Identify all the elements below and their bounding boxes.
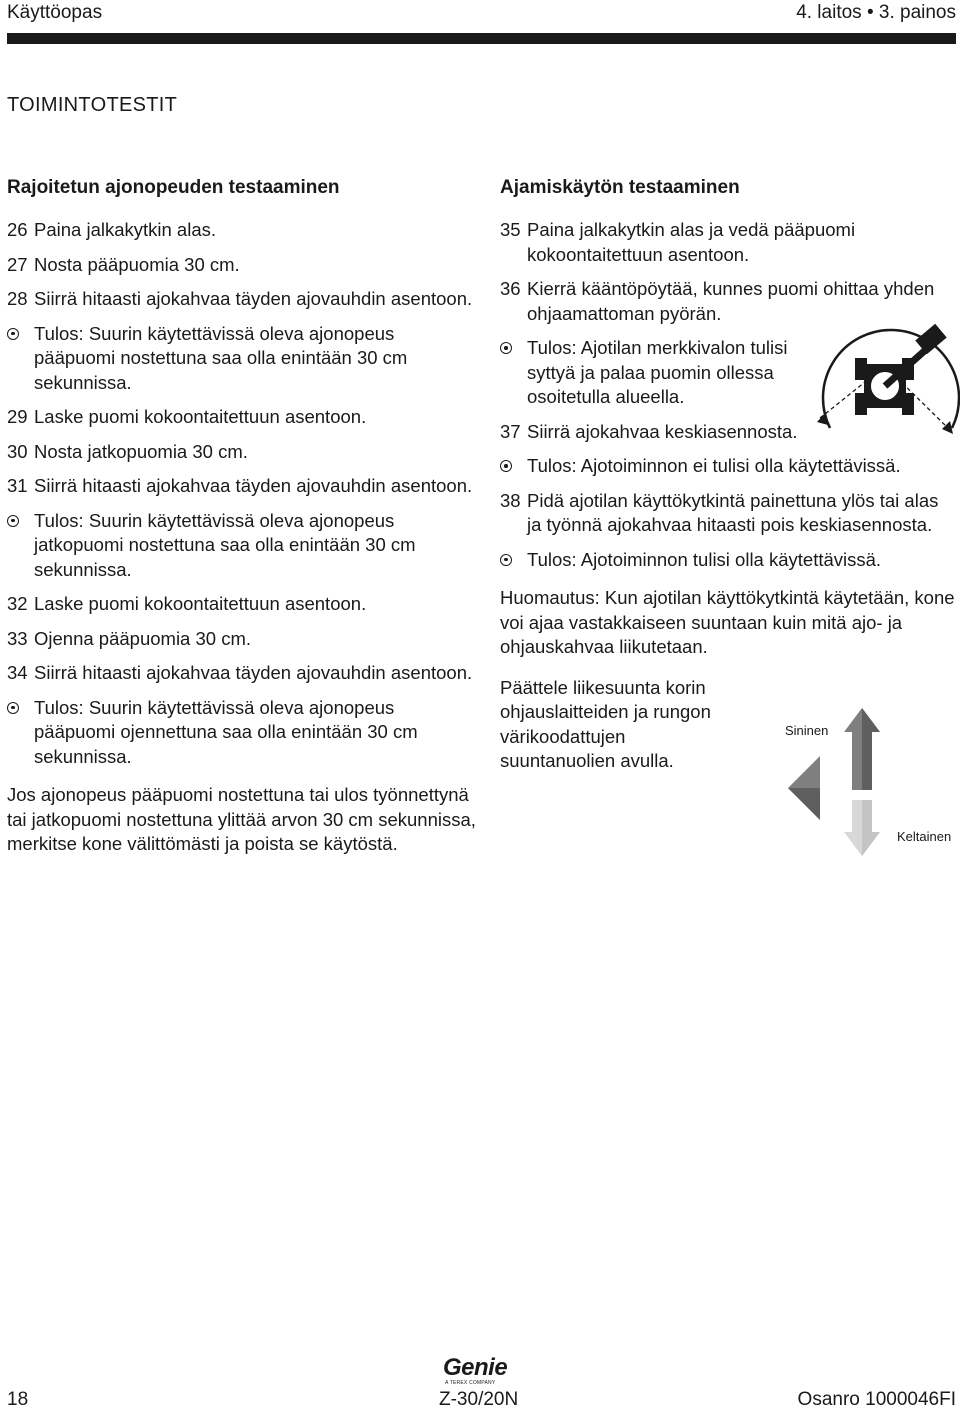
- genie-logo: [443, 1356, 519, 1386]
- part-number: Osanro 1000046FI: [797, 1389, 956, 1410]
- step-number: 33: [7, 627, 28, 649]
- note-paragraph: Huomautus: Kun ajotilan käyttökytkintä käytetään, kone voi ajaa vastakkaiseen suuntaan kuin mitä ajo- ja ohjauskahvaa liikutetaan.: [500, 587, 955, 657]
- left-arrow-icon: [788, 756, 820, 820]
- result-text: Tulos: Ajotoiminnon ei tulisi olla käytettävissä.: [527, 455, 901, 476]
- right-heading: Ajamiskäytön testaaminen: [500, 177, 740, 198]
- result-text: Tulos: Suurin käytettävissä oleva ajonopeus pääpuomi nostettuna saa olla enintään 30 cm sekunnissa.: [34, 322, 408, 393]
- step-number: 30: [7, 440, 28, 462]
- step-number: 31: [7, 475, 28, 496]
- step-item: [7, 440, 477, 465]
- result-text: Tulos: Suurin käytettävissä oleva ajonopeus pääpuomi ojennettuna saa olla enintään 30 cm sekunnissa.: [34, 696, 418, 767]
- section-title: TOIMINTOTESTIT: [7, 94, 178, 116]
- left-column: [7, 176, 477, 867]
- step-text: Nosta pääpuomia 30 cm.: [34, 253, 240, 275]
- result-bullet-icon: [500, 454, 527, 479]
- step-number: 36: [500, 278, 521, 299]
- step-text: Kierrä kääntöpöytää, kunnes puomi ohittaa yhden ohjaamattoman pyörän.: [527, 278, 935, 324]
- edition-label: 4. laitos • 3. painos: [796, 2, 956, 23]
- left-step-list: [7, 218, 477, 769]
- step-number: 26: [7, 219, 28, 240]
- result-bullet-icon: [7, 509, 34, 583]
- step-text: Ojenna pääpuomia 30 cm.: [34, 627, 251, 649]
- step-text: Siirrä hitaasti ajokahvaa täyden ajovauhdin asentoon.: [34, 475, 473, 496]
- result-bullet-icon: [7, 696, 34, 770]
- step-item: [7, 474, 477, 499]
- logo-tagline: A TEREX COMPANY: [445, 1380, 496, 1386]
- step-item: [500, 489, 955, 538]
- model-name: Z-30/20N: [439, 1389, 519, 1410]
- step-item: [500, 218, 955, 267]
- step-text: Pidä ajotilan käyttökytkintä painettuna ylös tai alas ja työnnä ajokahvaa hitaasti pois keskiasennosta.: [527, 489, 939, 535]
- step-item: [7, 592, 477, 617]
- left-heading: Rajoitetun ajonopeuden testaaminen: [7, 177, 340, 198]
- manual-title: Käyttöopas: [7, 2, 103, 23]
- yellow-arrow-icon: [844, 800, 880, 856]
- page-number: 18: [7, 1389, 29, 1410]
- step-item: [7, 661, 477, 686]
- step-text: Paina jalkakytkin alas ja vedä pääpuomi kokoontaitettuun asentoon.: [527, 219, 856, 265]
- blue-arrow-label: Sininen: [785, 723, 829, 738]
- result-bullet-icon: [7, 322, 34, 396]
- step-item: [7, 627, 477, 652]
- step-number: 28: [7, 288, 28, 309]
- logo-name: Genie: [443, 1354, 508, 1381]
- step-text: Paina jalkakytkin alas.: [34, 219, 217, 240]
- machine-body-icon: [855, 324, 947, 415]
- step-number: 32: [7, 593, 28, 614]
- result-item: [500, 548, 955, 573]
- step-number: 37: [500, 420, 521, 442]
- drive-zone-diagram: [790, 318, 960, 438]
- yellow-arrow-label: Keltainen: [897, 829, 952, 844]
- step-text: Nosta jatkopuomia 30 cm.: [34, 440, 248, 462]
- result-text: Tulos: Ajotilan merkkivalon tulisi syttyä ja palaa puomin ollessa osoitetulla alueella.: [527, 337, 788, 407]
- page-footer: [7, 1389, 956, 1413]
- blue-arrow-icon: [844, 708, 880, 790]
- result-bullet-icon: [500, 548, 527, 573]
- step-item: [7, 218, 477, 243]
- step-text: Laske puomi kokoontaitettuun asentoon.: [34, 406, 367, 427]
- arrows-paragraph: Päättele liikesuunta korin ohjauslaitteiden ja rungon värikoodattujen suuntanuolien avulla.: [500, 676, 711, 771]
- step-text: Siirrä hitaasti ajokahvaa täyden ajovauhdin asentoon.: [34, 662, 473, 683]
- page-header: [7, 0, 956, 26]
- step-item: [7, 287, 477, 312]
- step-number: 35: [500, 219, 521, 240]
- step-item: [7, 253, 477, 278]
- result-text: Tulos: Suurin käytettävissä oleva ajonopeus jatkopuomi nostettuna saa olla enintään 30 cm sekunnissa.: [34, 509, 416, 580]
- step-item: [7, 405, 477, 430]
- result-item: [7, 509, 477, 583]
- step-number: 27: [7, 253, 28, 275]
- step-number: 38: [500, 489, 521, 511]
- result-bullet-icon: [500, 336, 527, 410]
- step-number: 29: [7, 406, 28, 427]
- step-text: Siirrä hitaasti ajokahvaa täyden ajovauhdin asentoon.: [34, 288, 473, 309]
- right-column: [500, 176, 955, 784]
- header-rule: [7, 33, 956, 44]
- result-text: Tulos: Ajotoiminnon tulisi olla käytettävissä.: [527, 548, 882, 570]
- result-item: [500, 454, 955, 479]
- result-item: [7, 322, 477, 396]
- step-text: Laske puomi kokoontaitettuun asentoon.: [34, 593, 367, 614]
- step-text: Siirrä ajokahvaa keskiasennosta.: [527, 420, 798, 442]
- result-item: [7, 696, 477, 770]
- step-number: 34: [7, 662, 28, 683]
- left-closing-paragraph: Jos ajonopeus pääpuomi nostettuna tai ulos työnnettynä tai jatkopuomi nostettuna ylittää arvon 30 cm sekunnissa, merkitse kone välittömästi ja poista se käytöstä.: [7, 784, 476, 854]
